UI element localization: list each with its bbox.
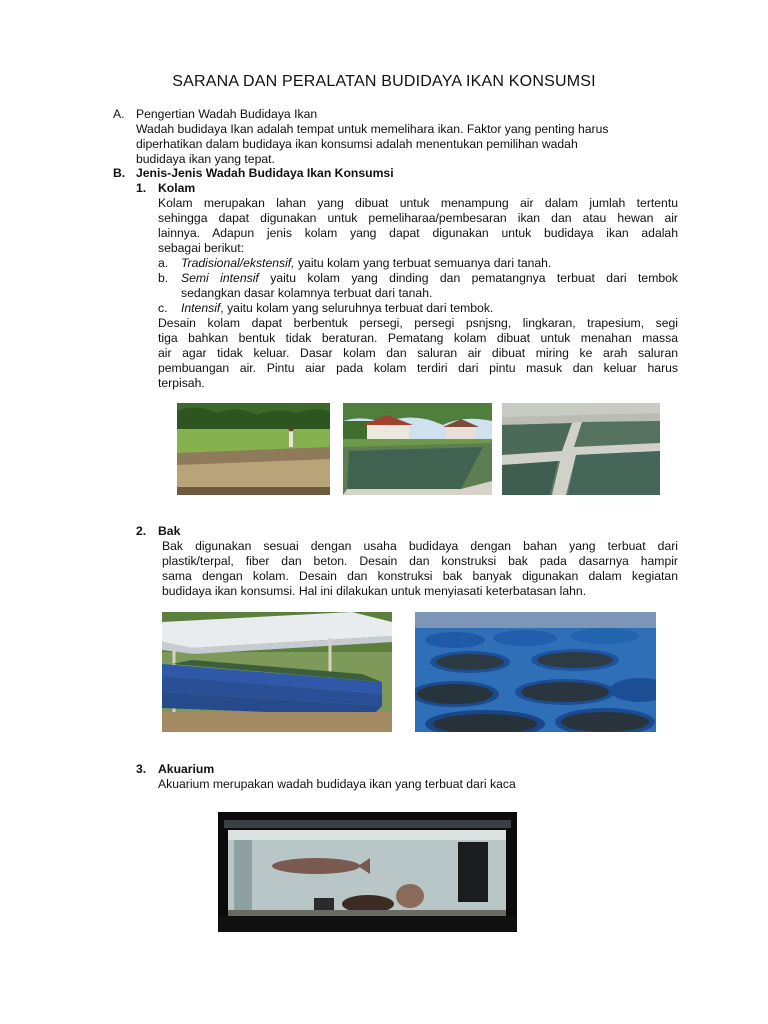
kolam-item-term: Semi intensif <box>181 271 259 285</box>
kolam-item-marker: b. <box>158 271 169 285</box>
kolam-item-b <box>181 271 678 286</box>
kolam-design-line: air agar tidak keluar. Dasar kolam dan saluran air dibuat miring ke arah saluran <box>158 346 678 360</box>
section-b-heading: Jenis-Jenis Wadah Budidaya Ikan Konsumsi <box>136 166 394 180</box>
bak-heading: Bak <box>158 524 181 538</box>
kolam-intro-line: sebagai berikut: <box>158 241 245 255</box>
section-a-marker: A. <box>113 107 125 121</box>
kolam-design-line: pembuangan air. Pintu aiar pada kolam terdiri dari pintu masuk dan keluar harus <box>158 361 678 375</box>
kolam-design-line: terpisah. <box>158 376 205 390</box>
kolam-intro-line: sehingga dapat digunakan untuk pemeliharaa/pembesaran ikan dan atau hewan air <box>158 211 678 225</box>
kolam-intro-line: Kolam merupakan lahan yang dibuat untuk menampung air dalam jumlah tertentu <box>158 196 678 210</box>
section-a-heading: Pengertian Wadah Budidaya Ikan <box>136 107 318 121</box>
bak-number: 2. <box>136 524 147 538</box>
kolam-item-b-cont: sedangkan dasar kolamnya terbuat dari tanah. <box>181 286 433 300</box>
page-title: SARANA DAN PERALATAN BUDIDAYA IKAN KONSUMSI <box>172 73 596 90</box>
kolam-item-text: , yaitu kolam yang seluruhnya terbuat dari tembok. <box>220 301 494 315</box>
kolam-item-a <box>181 256 551 271</box>
kolam-item-marker: a. <box>158 256 169 270</box>
bak-line: Bak digunakan sesuai dengan usaha budidaya dengan bahan yang terbuat dari <box>162 539 678 553</box>
photo-earthen-pond <box>177 403 330 495</box>
kolam-intro-line: lainnya. Adapun jenis kolam yang dapat digunakan untuk budidaya ikan adalah <box>158 226 678 240</box>
akuarium-number: 3. <box>136 762 147 776</box>
section-b-marker: B. <box>113 166 126 180</box>
akuarium-heading: Akuarium <box>158 762 215 776</box>
photo-fiber-tanks <box>415 612 656 732</box>
photo-semi-intensive-pond <box>343 403 492 495</box>
kolam-number: 1. <box>136 181 147 195</box>
kolam-item-term: Intensif <box>181 301 221 315</box>
kolam-heading: Kolam <box>158 181 196 195</box>
photo-tarp-tank <box>162 612 392 732</box>
bak-line: plastik/terpal, fiber dan beton. Desain dan konstruksi bak pada dasarnya hampir <box>162 554 678 568</box>
kolam-item-c <box>181 301 493 316</box>
photo-concrete-ponds <box>502 403 660 495</box>
kolam-item-marker: c. <box>158 301 168 315</box>
photo-aquarium <box>218 812 517 932</box>
kolam-design-line: Desain kolam dapat berbentuk persegi, persegi psnjsng, lingkaran, trapesium, segi <box>158 316 678 330</box>
kolam-design-line: tiga bahkan bentuk tidak beraturan. Pematang kolam dibuat untuk menahan massa <box>158 331 678 345</box>
section-a-line: diperhatikan dalam budidaya ikan konsumsi adalah menentukan pemilihan wadah <box>136 137 578 151</box>
section-a-line: Wadah budidaya Ikan adalah tempat untuk memelihara ikan. Faktor yang penting harus <box>136 122 609 136</box>
bak-line: sama dengan kolam. Desain dan konstruksi bak banyak digunakan dalam kegiatan <box>162 569 678 583</box>
bak-line: budidaya ikan konsumsi. Hal ini dilakukan untuk menyiasati keterbatasan lahn. <box>162 584 587 598</box>
akuarium-line: Akuarium merupakan wadah budidaya ikan yang terbuat dari kaca <box>158 777 516 791</box>
kolam-item-term: Tradisional/ekstensif, <box>181 256 295 270</box>
kolam-item-text: yaitu kolam yang terbuat semuanya dari tanah. <box>294 256 552 270</box>
kolam-item-text: yaitu kolam yang dinding dan pematangnya terbuat dari tembok <box>258 271 678 285</box>
section-a-line: budidaya ikan yang tepat. <box>136 152 275 166</box>
